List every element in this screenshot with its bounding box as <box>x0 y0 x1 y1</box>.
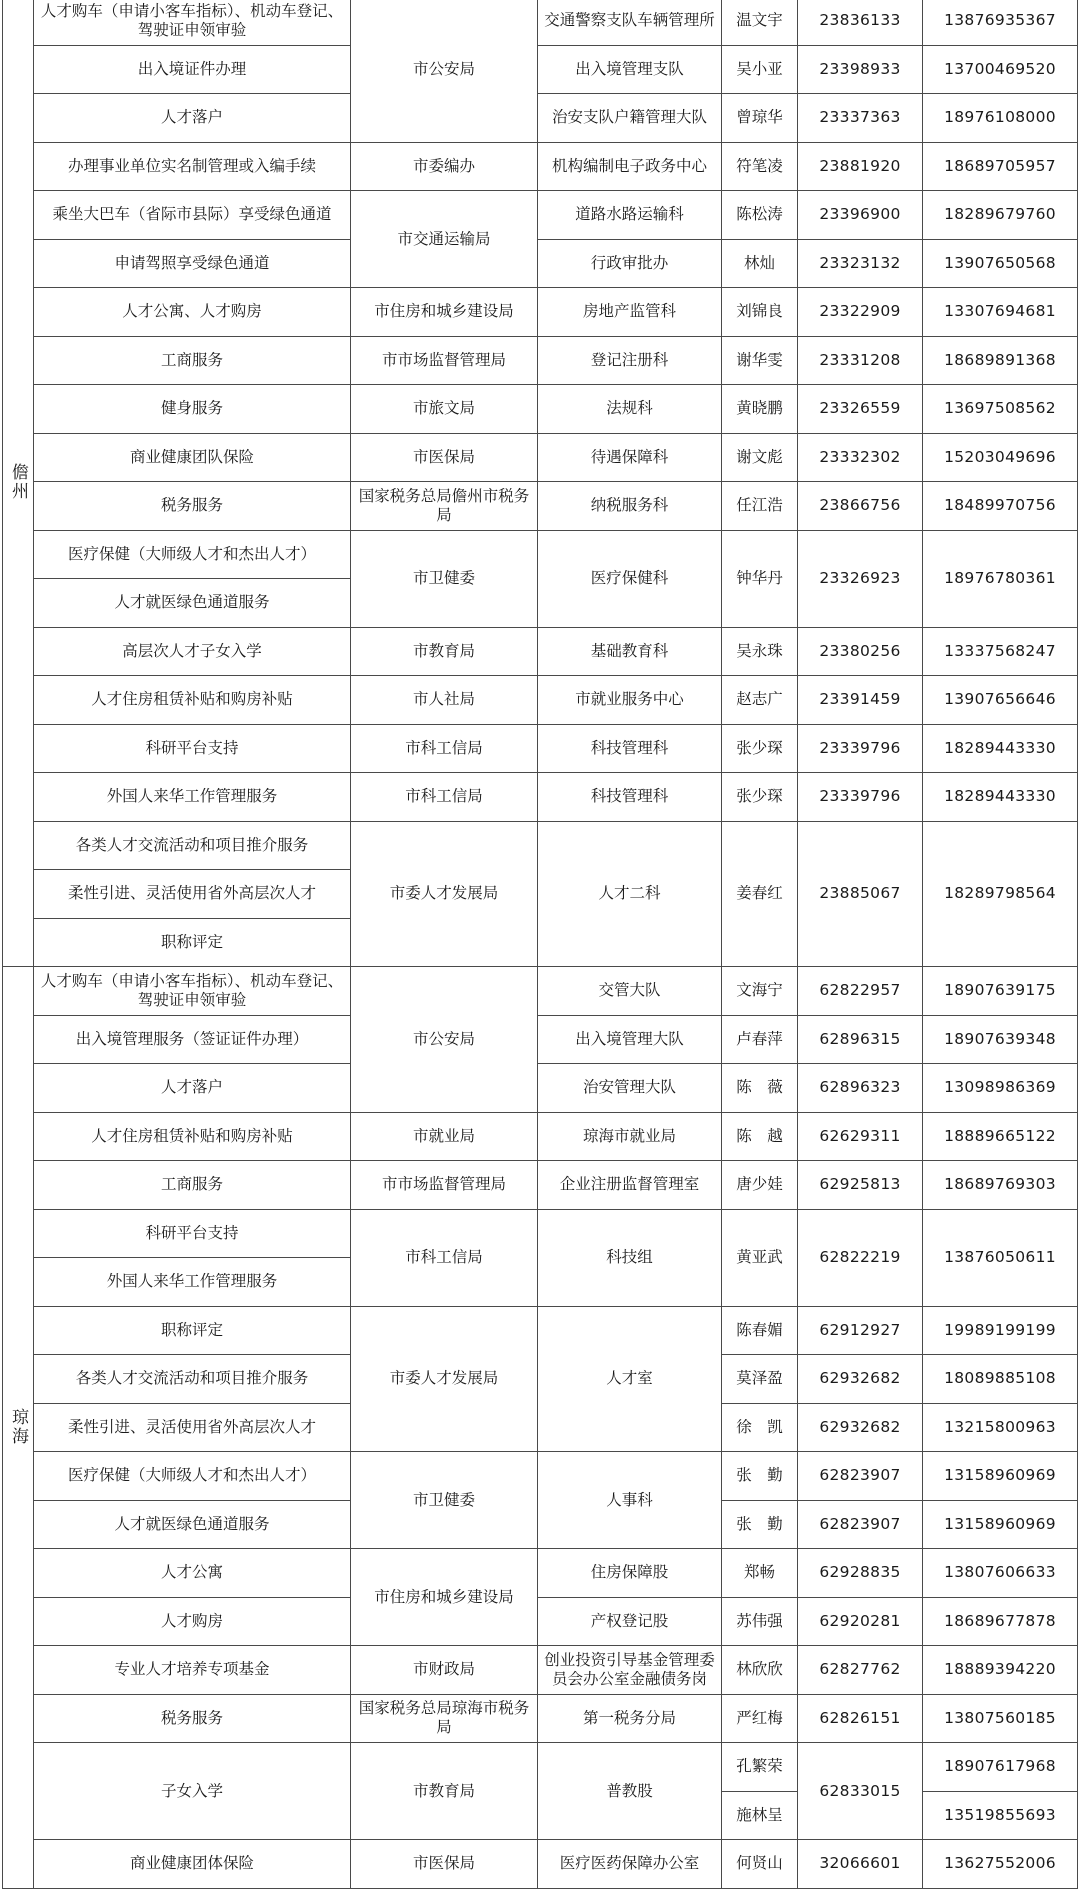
unit-cell: 科技组 <box>538 1209 722 1306</box>
service-cell: 出入境管理服务（签证证件办理） <box>34 1015 351 1064</box>
office-phone-cell: 62629311 <box>798 1112 923 1161</box>
mobile-phone-cell: 13697508562 <box>923 385 1078 434</box>
office-phone-cell: 62932682 <box>798 1403 923 1452</box>
unit-cell: 科技管理科 <box>538 773 722 822</box>
office-phone-cell: 23326923 <box>798 530 923 627</box>
mobile-phone-cell: 19989199199 <box>923 1306 1078 1355</box>
unit-cell: 交通警察支队车辆管理所 <box>538 0 722 45</box>
department-cell: 市交通运输局 <box>351 191 538 288</box>
unit-cell: 产权登记股 <box>538 1597 722 1646</box>
unit-cell: 医疗医药保障办公室 <box>538 1840 722 1889</box>
table-row <box>3 142 1078 191</box>
service-cell: 人才住房租赁补贴和购房补贴 <box>34 1112 351 1161</box>
service-cell: 人才落户 <box>34 1064 351 1113</box>
table-row <box>3 773 1078 822</box>
unit-cell: 交管大队 <box>538 967 722 1016</box>
service-cell: 税务服务 <box>34 482 351 531</box>
table-row <box>3 1015 1078 1064</box>
office-phone-cell: 23332302 <box>798 433 923 482</box>
mobile-phone-cell: 13158960969 <box>923 1500 1078 1549</box>
unit-cell: 房地产监管科 <box>538 288 722 337</box>
office-phone-cell: 23866756 <box>798 482 923 531</box>
service-cell: 人才购房 <box>34 1597 351 1646</box>
table-row <box>3 1306 1078 1355</box>
service-cell: 商业健康团体保险 <box>34 1840 351 1889</box>
service-cell: 高层次人才子女入学 <box>34 627 351 676</box>
unit-cell: 登记注册科 <box>538 336 722 385</box>
office-phone-cell: 62823907 <box>798 1452 923 1501</box>
department-cell: 市科工信局 <box>351 724 538 773</box>
contact-name-cell: 黄亚武 <box>722 1209 798 1306</box>
office-phone-cell: 62896315 <box>798 1015 923 1064</box>
office-phone-cell: 23339796 <box>798 724 923 773</box>
mobile-phone-cell: 18489970756 <box>923 482 1078 531</box>
contact-name-cell: 孔繁荣 <box>722 1743 798 1792</box>
office-phone-cell: 62823907 <box>798 1500 923 1549</box>
unit-cell: 治安支队户籍管理大队 <box>538 94 722 143</box>
office-phone-cell: 23391459 <box>798 676 923 725</box>
table-row <box>3 1209 1078 1258</box>
contact-name-cell: 陈 薇 <box>722 1064 798 1113</box>
office-phone-cell: 32066601 <box>798 1840 923 1889</box>
mobile-phone-cell: 18907639175 <box>923 967 1078 1016</box>
contact-name-cell: 曾琼华 <box>722 94 798 143</box>
office-phone-cell: 62932682 <box>798 1355 923 1404</box>
mobile-phone-cell: 18289443330 <box>923 773 1078 822</box>
contact-name-cell: 张少琛 <box>722 724 798 773</box>
unit-cell: 医疗保健科 <box>538 530 722 627</box>
department-cell: 市科工信局 <box>351 1209 538 1306</box>
department-cell: 国家税务总局琼海市税务局 <box>351 1694 538 1743</box>
department-cell: 市委人才发展局 <box>351 821 538 967</box>
office-phone-cell: 62822957 <box>798 967 923 1016</box>
contact-name-cell: 任江浩 <box>722 482 798 531</box>
contact-name-cell: 黄晓鹏 <box>722 385 798 434</box>
table-row <box>3 724 1078 773</box>
service-cell: 科研平台支持 <box>34 724 351 773</box>
mobile-phone-cell: 18889665122 <box>923 1112 1078 1161</box>
unit-cell: 行政审批办 <box>538 239 722 288</box>
contact-name-cell: 文海宁 <box>722 967 798 1016</box>
table-row <box>3 94 1078 143</box>
table-row <box>3 45 1078 94</box>
table-row <box>3 1064 1078 1113</box>
mobile-phone-cell: 13876050611 <box>923 1209 1078 1306</box>
department-cell: 市公安局 <box>351 0 538 142</box>
unit-cell: 人事科 <box>538 1452 722 1549</box>
unit-cell: 基础教育科 <box>538 627 722 676</box>
office-phone-cell: 62912927 <box>798 1306 923 1355</box>
department-cell: 市市场监督管理局 <box>351 1161 538 1210</box>
unit-cell: 人才室 <box>538 1306 722 1452</box>
service-cell: 各类人才交流活动和项目推介服务 <box>34 1355 351 1404</box>
table-row <box>3 336 1078 385</box>
mobile-phone-cell: 13519855693 <box>923 1791 1078 1840</box>
department-cell: 市公安局 <box>351 967 538 1113</box>
contact-name-cell: 陈 越 <box>722 1112 798 1161</box>
unit-cell: 纳税服务科 <box>538 482 722 531</box>
office-phone-cell: 23323132 <box>798 239 923 288</box>
unit-cell: 琼海市就业局 <box>538 1112 722 1161</box>
service-cell: 专业人才培养专项基金 <box>34 1646 351 1695</box>
table-row <box>3 1452 1078 1501</box>
service-cell: 人才住房租赁补贴和购房补贴 <box>34 676 351 725</box>
mobile-phone-cell: 13215800963 <box>923 1403 1078 1452</box>
mobile-phone-cell: 18689769303 <box>923 1161 1078 1210</box>
office-phone-cell: 23885067 <box>798 821 923 967</box>
service-cell: 人才购车（申请小客车指标）、机动车登记、驾驶证申领审验 <box>34 0 351 45</box>
office-phone-cell: 62827762 <box>798 1646 923 1695</box>
office-phone-cell: 23398933 <box>798 45 923 94</box>
office-phone-cell: 23836133 <box>798 0 923 45</box>
office-phone-cell: 23380256 <box>798 627 923 676</box>
department-cell: 市住房和城乡建设局 <box>351 288 538 337</box>
service-cell: 健身服务 <box>34 385 351 434</box>
table-row <box>3 1646 1078 1695</box>
contact-name-cell: 吴永珠 <box>722 627 798 676</box>
table-row <box>3 191 1078 240</box>
office-phone-cell: 23326559 <box>798 385 923 434</box>
office-phone-cell: 62896323 <box>798 1064 923 1113</box>
contact-name-cell: 陈春媚 <box>722 1306 798 1355</box>
mobile-phone-cell: 18689677878 <box>923 1597 1078 1646</box>
contact-name-cell: 刘锦良 <box>722 288 798 337</box>
service-cell: 子女入学 <box>34 1743 351 1840</box>
table-row <box>3 0 1078 45</box>
service-cell: 人才就医绿色通道服务 <box>34 579 351 628</box>
table-row <box>3 482 1078 531</box>
table-row <box>3 1549 1078 1598</box>
service-cell: 柔性引进、灵活使用省外高层次人才 <box>34 870 351 919</box>
office-phone-cell: 23396900 <box>798 191 923 240</box>
office-phone-cell: 23337363 <box>798 94 923 143</box>
unit-cell: 机构编制电子政务中心 <box>538 142 722 191</box>
unit-cell: 人才二科 <box>538 821 722 967</box>
unit-cell: 待遇保障科 <box>538 433 722 482</box>
office-phone-cell: 23881920 <box>798 142 923 191</box>
mobile-phone-cell: 18289679760 <box>923 191 1078 240</box>
office-phone-cell: 23331208 <box>798 336 923 385</box>
service-contact-table <box>2 0 1078 1889</box>
mobile-phone-cell: 18089885108 <box>923 1355 1078 1404</box>
office-phone-cell: 62826151 <box>798 1694 923 1743</box>
department-cell: 市教育局 <box>351 627 538 676</box>
contact-name-cell: 陈松涛 <box>722 191 798 240</box>
office-phone-cell: 23339796 <box>798 773 923 822</box>
service-cell: 外国人来华工作管理服务 <box>34 773 351 822</box>
table-row <box>3 676 1078 725</box>
service-cell: 办理事业单位实名制管理或入编手续 <box>34 142 351 191</box>
department-cell: 市卫健委 <box>351 1452 538 1549</box>
contact-name-cell: 谢文彪 <box>722 433 798 482</box>
mobile-phone-cell: 13337568247 <box>923 627 1078 676</box>
table-row <box>3 1112 1078 1161</box>
mobile-phone-cell: 13158960969 <box>923 1452 1078 1501</box>
service-cell: 职称评定 <box>34 1306 351 1355</box>
service-cell: 人才公寓、人才购房 <box>34 288 351 337</box>
department-cell: 市市场监督管理局 <box>351 336 538 385</box>
mobile-phone-cell: 13876935367 <box>923 0 1078 45</box>
table-row <box>3 1161 1078 1210</box>
mobile-phone-cell: 18689891368 <box>923 336 1078 385</box>
service-cell: 职称评定 <box>34 918 351 967</box>
table-row <box>3 288 1078 337</box>
mobile-phone-cell: 18289443330 <box>923 724 1078 773</box>
office-phone-cell: 62928835 <box>798 1549 923 1598</box>
mobile-phone-cell: 13098986369 <box>923 1064 1078 1113</box>
mobile-phone-cell: 13627552006 <box>923 1840 1078 1889</box>
department-cell: 市委人才发展局 <box>351 1306 538 1452</box>
office-phone-cell: 62925813 <box>798 1161 923 1210</box>
contact-name-cell: 卢春萍 <box>722 1015 798 1064</box>
unit-cell: 出入境管理支队 <box>538 45 722 94</box>
department-cell: 市委编办 <box>351 142 538 191</box>
table-row <box>3 1743 1078 1792</box>
mobile-phone-cell: 18289798564 <box>923 821 1078 967</box>
mobile-phone-cell: 13907650568 <box>923 239 1078 288</box>
service-cell: 商业健康团队保险 <box>34 433 351 482</box>
table-row <box>3 530 1078 579</box>
city-cell: 儋州 <box>3 0 34 967</box>
department-cell: 市人社局 <box>351 676 538 725</box>
contact-name-cell: 张 勤 <box>722 1452 798 1501</box>
department-cell: 市财政局 <box>351 1646 538 1695</box>
contact-name-cell: 唐少娃 <box>722 1161 798 1210</box>
department-cell: 市住房和城乡建设局 <box>351 1549 538 1646</box>
service-cell: 各类人才交流活动和项目推介服务 <box>34 821 351 870</box>
contact-name-cell: 严红梅 <box>722 1694 798 1743</box>
service-cell: 乘坐大巴车（省际市县际）享受绿色通道 <box>34 191 351 240</box>
contact-name-cell: 吴小亚 <box>722 45 798 94</box>
contact-name-cell: 赵志广 <box>722 676 798 725</box>
service-cell: 医疗保健（大师级人才和杰出人才） <box>34 1452 351 1501</box>
mobile-phone-cell: 13307694681 <box>923 288 1078 337</box>
unit-cell: 第一税务分局 <box>538 1694 722 1743</box>
table-row <box>3 967 1078 1016</box>
table-row <box>3 1694 1078 1743</box>
department-cell: 市教育局 <box>351 1743 538 1840</box>
contact-name-cell: 姜春红 <box>722 821 798 967</box>
service-cell: 柔性引进、灵活使用省外高层次人才 <box>34 1403 351 1452</box>
table-row <box>3 385 1078 434</box>
contact-name-cell: 钟华丹 <box>722 530 798 627</box>
office-phone-cell: 62920281 <box>798 1597 923 1646</box>
service-cell: 人才公寓 <box>34 1549 351 1598</box>
department-cell: 市医保局 <box>351 1840 538 1889</box>
unit-cell: 普教股 <box>538 1743 722 1840</box>
department-cell: 国家税务总局儋州市税务局 <box>351 482 538 531</box>
service-cell: 申请驾照享受绿色通道 <box>34 239 351 288</box>
service-cell: 人才落户 <box>34 94 351 143</box>
service-cell: 工商服务 <box>34 336 351 385</box>
service-cell: 科研平台支持 <box>34 1209 351 1258</box>
office-phone-cell: 62833015 <box>798 1743 923 1840</box>
contact-name-cell: 郑畅 <box>722 1549 798 1598</box>
table-row <box>3 433 1078 482</box>
mobile-phone-cell: 18689705957 <box>923 142 1078 191</box>
service-cell: 税务服务 <box>34 1694 351 1743</box>
table-row <box>3 1840 1078 1889</box>
office-phone-cell: 62822219 <box>798 1209 923 1306</box>
contact-name-cell: 何贤山 <box>722 1840 798 1889</box>
mobile-phone-cell: 13700469520 <box>923 45 1078 94</box>
unit-cell: 法规科 <box>538 385 722 434</box>
department-cell: 市就业局 <box>351 1112 538 1161</box>
contact-name-cell: 谢华雯 <box>722 336 798 385</box>
table-row <box>3 821 1078 870</box>
department-cell: 市科工信局 <box>351 773 538 822</box>
mobile-phone-cell: 13807606633 <box>923 1549 1078 1598</box>
service-cell: 出入境证件办理 <box>34 45 351 94</box>
unit-cell: 市就业服务中心 <box>538 676 722 725</box>
unit-cell: 出入境管理大队 <box>538 1015 722 1064</box>
mobile-phone-cell: 18889394220 <box>923 1646 1078 1695</box>
service-cell: 人才就医绿色通道服务 <box>34 1500 351 1549</box>
unit-cell: 治安管理大队 <box>538 1064 722 1113</box>
contact-name-cell: 林灿 <box>722 239 798 288</box>
department-cell: 市旅文局 <box>351 385 538 434</box>
department-cell: 市医保局 <box>351 433 538 482</box>
mobile-phone-cell: 15203049696 <box>923 433 1078 482</box>
contact-name-cell: 莫泽盈 <box>722 1355 798 1404</box>
unit-cell: 企业注册监督管理室 <box>538 1161 722 1210</box>
mobile-phone-cell: 13907656646 <box>923 676 1078 725</box>
contact-name-cell: 张 勤 <box>722 1500 798 1549</box>
service-cell: 外国人来华工作管理服务 <box>34 1258 351 1307</box>
mobile-phone-cell: 18907639348 <box>923 1015 1078 1064</box>
unit-cell: 创业投资引导基金管理委员会办公室金融债务岗 <box>538 1646 722 1695</box>
unit-cell: 住房保障股 <box>538 1549 722 1598</box>
table-row <box>3 1597 1078 1646</box>
department-cell: 市卫健委 <box>351 530 538 627</box>
service-cell: 工商服务 <box>34 1161 351 1210</box>
contact-name-cell: 徐 凯 <box>722 1403 798 1452</box>
contact-name-cell: 符笔凌 <box>722 142 798 191</box>
mobile-phone-cell: 18976780361 <box>923 530 1078 627</box>
mobile-phone-cell: 18976108000 <box>923 94 1078 143</box>
city-cell: 琼海 <box>3 967 34 1889</box>
service-cell: 人才购车（申请小客车指标）、机动车登记、驾驶证申领审验 <box>34 967 351 1016</box>
mobile-phone-cell: 18907617968 <box>923 1743 1078 1792</box>
contact-name-cell: 张少琛 <box>722 773 798 822</box>
contact-name-cell: 林欣欣 <box>722 1646 798 1695</box>
contact-name-cell: 施林呈 <box>722 1791 798 1840</box>
unit-cell: 科技管理科 <box>538 724 722 773</box>
table-row <box>3 627 1078 676</box>
service-cell: 医疗保健（大师级人才和杰出人才） <box>34 530 351 579</box>
contact-name-cell: 苏伟强 <box>722 1597 798 1646</box>
unit-cell: 道路水路运输科 <box>538 191 722 240</box>
contact-name-cell: 温文宇 <box>722 0 798 45</box>
mobile-phone-cell: 13807560185 <box>923 1694 1078 1743</box>
table-row <box>3 239 1078 288</box>
office-phone-cell: 23322909 <box>798 288 923 337</box>
